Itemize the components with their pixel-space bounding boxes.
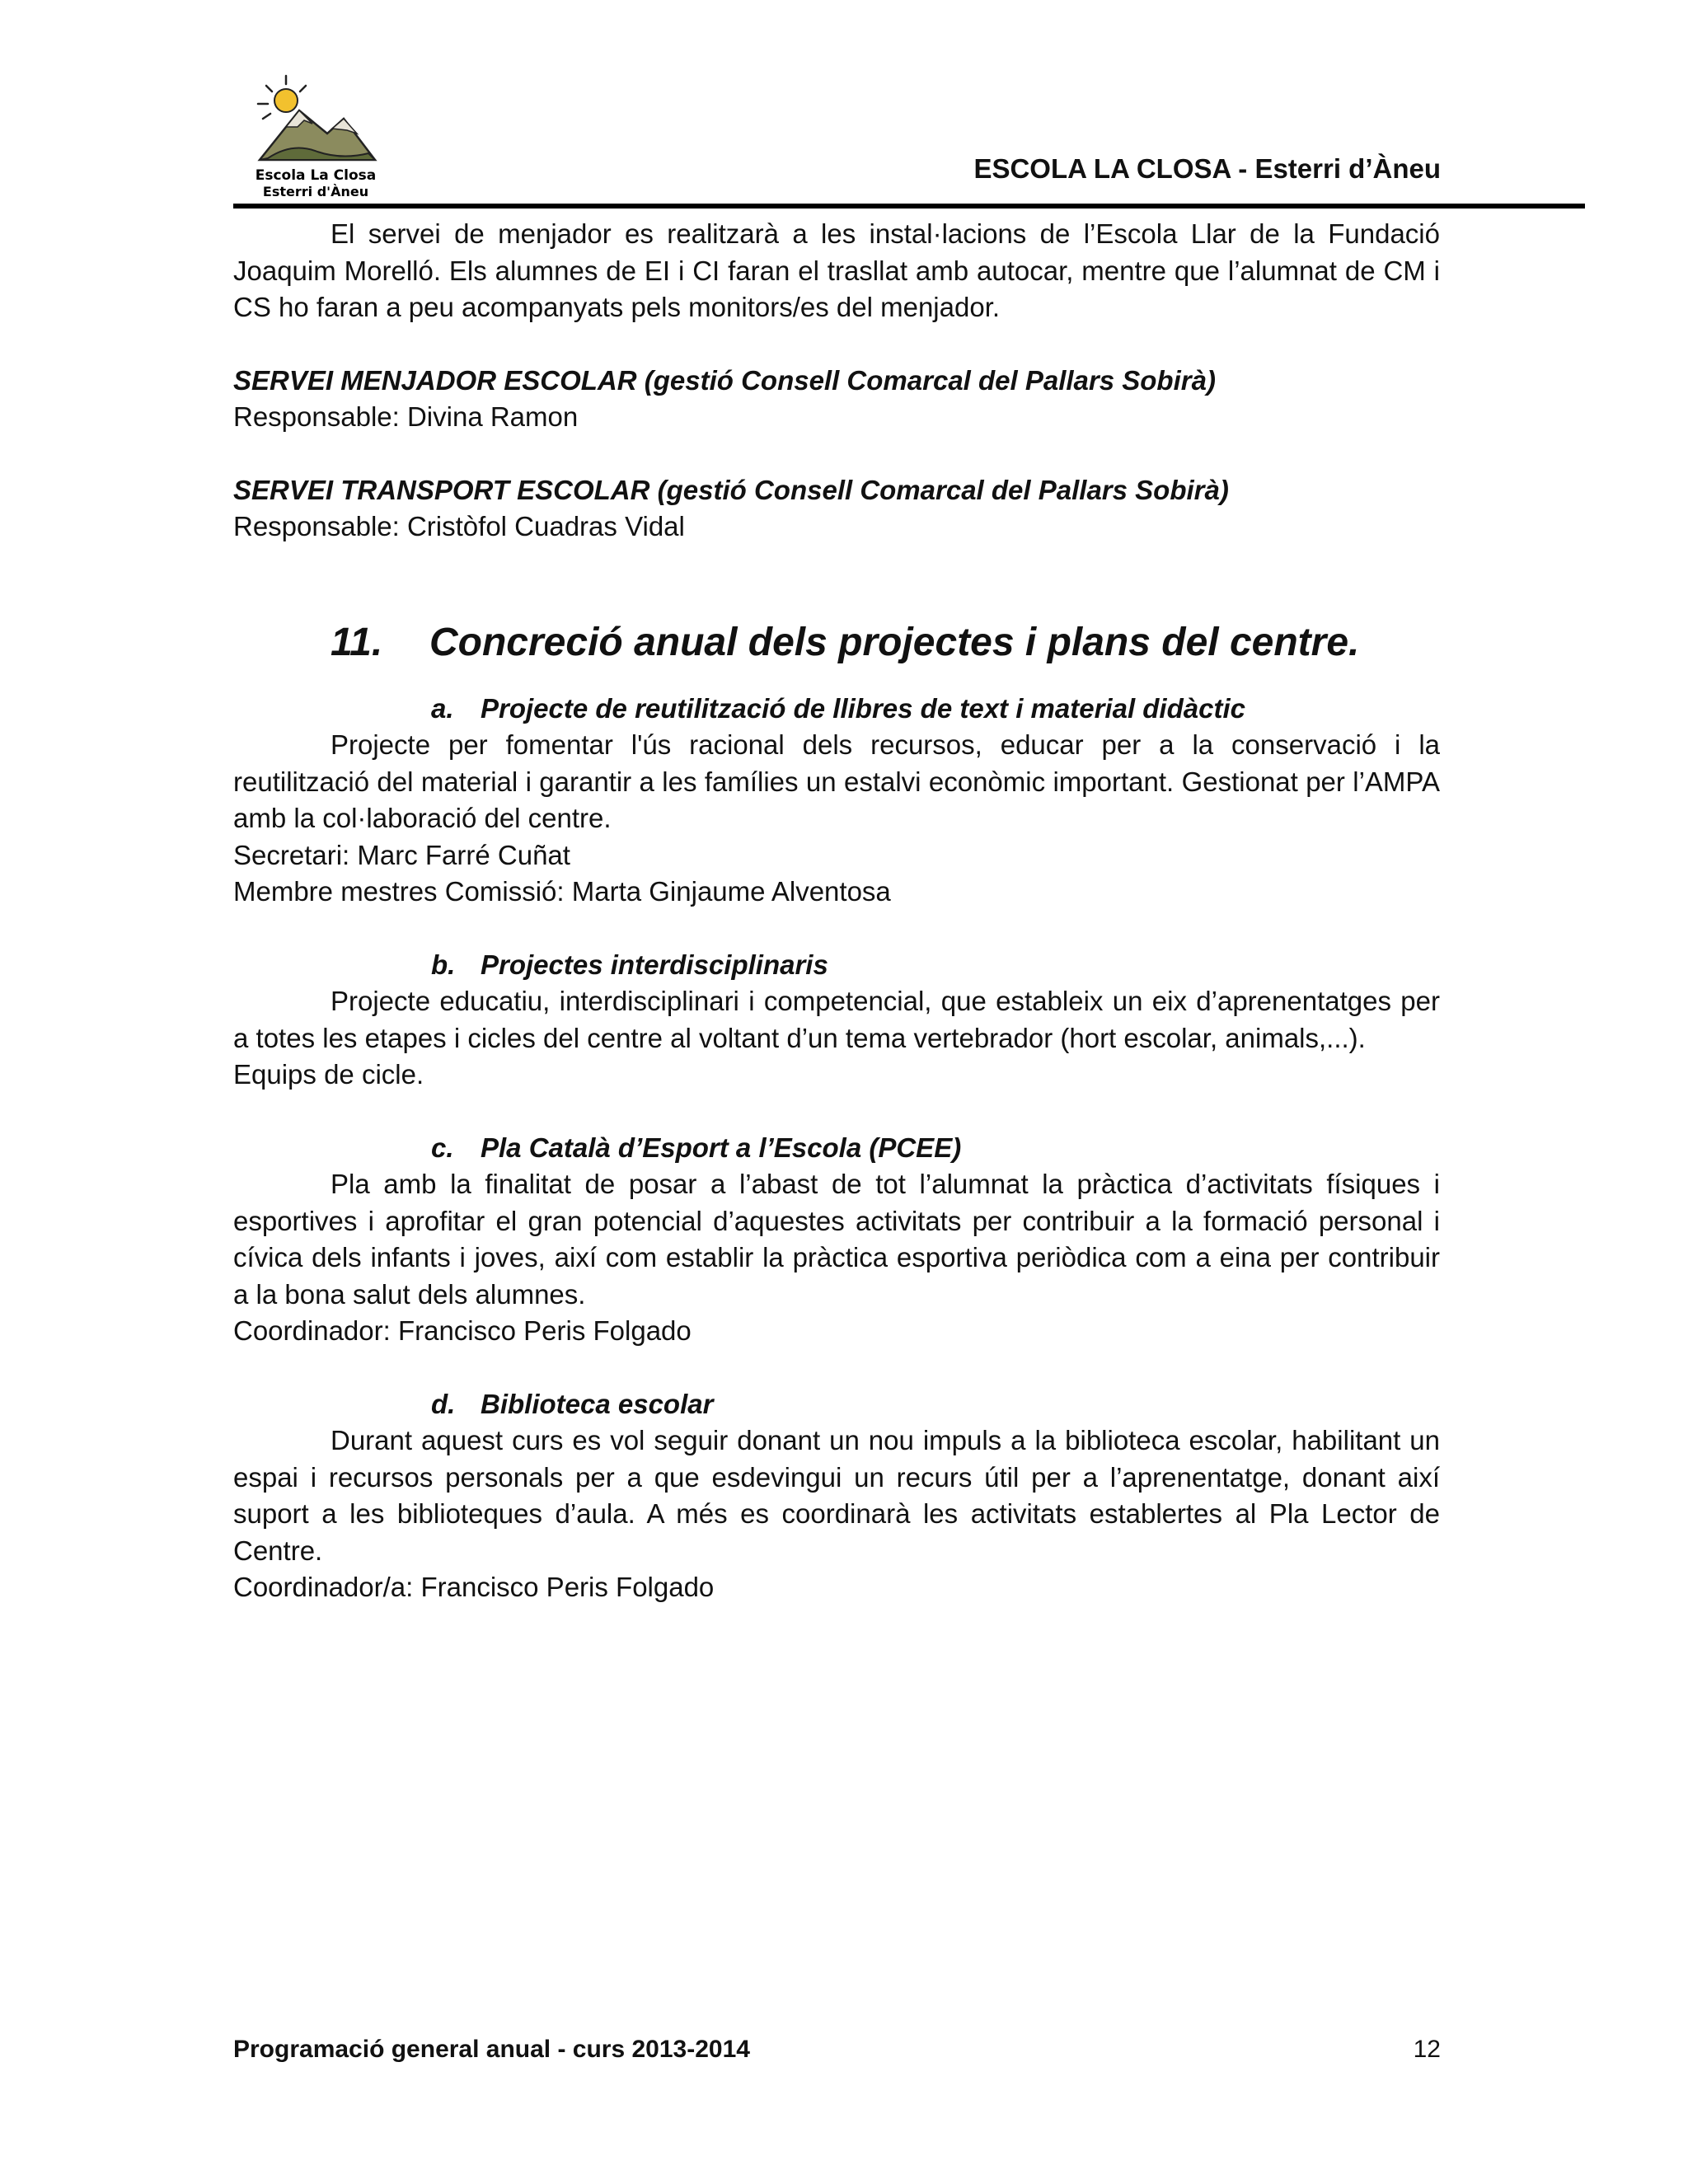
subsection-title: Pla Català d’Esport a l’Escola (PCEE) — [481, 1132, 962, 1163]
subsection-title: Projectes interdisciplinaris — [481, 949, 828, 980]
footer-title: Programació general anual - curs 2013-2014 — [233, 2036, 750, 2063]
subsection-letter: c. — [431, 1132, 454, 1163]
logo-line1: Escola La Closa — [255, 167, 377, 184]
menjador-title: SERVEI MENJADOR ESCOLAR (gestió Consell Comarcal del Pallars Sobirà) — [233, 364, 1216, 396]
subsection-letter: b. — [431, 949, 456, 980]
subsection-a — [233, 691, 1440, 911]
school-logo — [235, 68, 392, 199]
subsection-role: Secretari: Marc Farré Cuñat — [233, 839, 570, 870]
subsection-d — [233, 1386, 1440, 1606]
subsection-text: Projecte per fomentar l'ús racional dels recursos, educar per a la conservació i la reutilització del material i garantir a les famílies un estalvi econòmic important. Gestionat per l’AMPA amb la col·laboració del centre. — [233, 729, 1440, 833]
menjador-responsible: Responsable: Divina Ramon — [233, 401, 579, 432]
header-title: ESCOLA LA CLOSA - Esterri d’Àneu — [973, 153, 1441, 184]
subsection-text: Pla amb la finalitat de posar a l’abast de tot l’alumnat la pràctica d’activitats físiques i esportives i aprofitar el gran potencial d’aquestes activitats per contribuir a la formació personal i cívica dels infants i joves, així com establir la pràctica esportiva periòdica com a eina per contribuir a la bona salut dels alumnes. — [233, 1169, 1440, 1310]
document-body — [233, 216, 1440, 1606]
subsection-letter: a. — [431, 692, 454, 724]
subsection-text: Projecte educatiu, interdisciplinari i competencial, que estableix un eix d’aprenentatges per a totes les etapes i cicles del centre al voltant d’un tema vertebrador (hort escolar, animals,...). — [233, 986, 1440, 1053]
subsection-role: Coordinador/a: Francisco Peris Folgado — [233, 1572, 715, 1602]
subsection-b — [233, 947, 1440, 1094]
section-heading — [331, 618, 1440, 668]
subsection-title: Biblioteca escolar — [481, 1388, 714, 1419]
subsection-role: Membre mestres Comissió: Marta Ginjaume Alventosa — [233, 876, 891, 907]
section-number: 11. — [331, 620, 383, 664]
subsection-letter: d. — [431, 1388, 456, 1419]
subsection-title: Projecte de reutilització de llibres de text i material didàctic — [481, 692, 1245, 724]
transport-title: SERVEI TRANSPORT ESCOLAR (gestió Consell Comarcal del Pallars Sobirà) — [233, 474, 1229, 505]
subsection-role: Coordinador: Francisco Peris Folgado — [233, 1315, 692, 1346]
mountains-icon — [260, 110, 375, 160]
section-title: Concreció anual dels projectes i plans del centre. — [429, 620, 1360, 664]
subsection-c — [233, 1130, 1440, 1350]
header-divider — [233, 204, 1585, 209]
subsection-text: Durant aquest curs es vol seguir donant un nou impuls a la biblioteca escolar, habilitant un espai i recursos personals per a que esdevingui un recurs útil per a l’aprenentatge, donant així suport a les biblioteques d’aula. A més es coordinarà les activitats establertes al Pla Lector de Centre. — [233, 1425, 1440, 1566]
intro-paragraph: El servei de menjador es realitzarà a les instal·lacions de l’Escola Llar de la Fundació Joaquim Morelló. Els alumnes de EI i CI faran el trasllat amb autocar, mentre que l’alumnat de CM i CS ho faran a peu acompanyats pels monitors/es del menjador. — [233, 218, 1440, 322]
logo-line2: Esterri d'Àneu — [262, 184, 369, 199]
transport-responsible: Responsable: Cristòfol Cuadras Vidal — [233, 511, 685, 541]
page-number: 12 — [1413, 2036, 1441, 2063]
subsection-role: Equips de cicle. — [233, 1059, 424, 1090]
